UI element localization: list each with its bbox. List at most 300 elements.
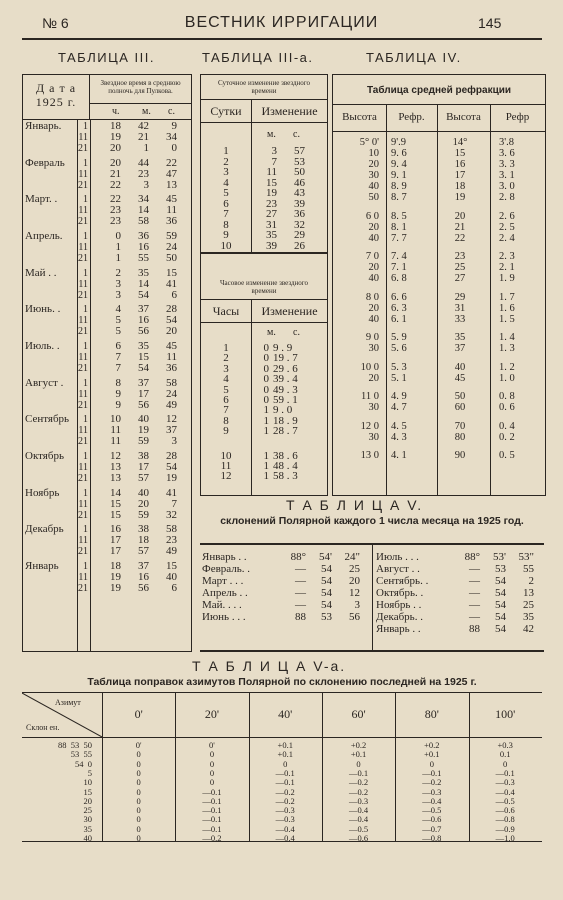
t3a-day-num: 8 xyxy=(223,218,229,231)
t5-deg: 88° xyxy=(464,551,480,563)
t3a-vrule1 xyxy=(251,122,252,252)
t3-day: 1 xyxy=(83,414,88,426)
t5a-cell: 0 xyxy=(209,777,215,788)
t3-month-label: Ноябрь xyxy=(25,487,60,499)
t3a-day-sec: 39 xyxy=(294,197,305,210)
t5a-cell: —0.7 xyxy=(422,823,442,834)
t4-altitude: 12 0 xyxy=(360,420,379,432)
t4-refraction: 9. 6 xyxy=(391,148,407,159)
t5-deg: 88° xyxy=(290,551,306,563)
t3-day: 21 xyxy=(78,253,88,265)
t3a-hour-sec: 29 . 6 xyxy=(273,362,298,375)
t4-refraction: 7. 7 xyxy=(391,232,407,244)
t3-hours: 4 xyxy=(115,303,121,316)
t5a-corner-top: Азимут xyxy=(55,698,81,707)
t3a-hour-min: 1 xyxy=(263,460,269,472)
issue-number: № 6 xyxy=(42,15,69,31)
t4-altitude2: 21 xyxy=(454,221,466,233)
t3-minutes: 57 xyxy=(138,471,149,484)
t3-date-label: Д а т а 1925 г. xyxy=(35,81,77,109)
t5a-cell: —0.2 xyxy=(202,833,222,843)
t4-refraction: 6. 1 xyxy=(391,313,407,325)
table3a xyxy=(200,74,328,496)
t4-refraction2: 1. 4 xyxy=(499,332,515,343)
t3a-day-sec: 43 xyxy=(294,187,305,199)
t3-month-label: Февраль xyxy=(25,157,65,169)
t3-hours: 19 xyxy=(110,570,121,583)
t3-minutes: 17 xyxy=(138,387,149,400)
t3-seconds: 12 xyxy=(166,413,177,426)
t5a-declination: 15 xyxy=(83,786,92,797)
t5a-declination: 10 xyxy=(83,777,92,788)
table5a-title: Т А Б Л И Ц А V-a. xyxy=(192,658,347,674)
t3-month-label: Июнь. . xyxy=(25,304,61,316)
t3a-day-num: 4 xyxy=(223,176,229,189)
t5a-cell: —0.2 xyxy=(348,777,369,788)
t4-refraction: 9. 1 xyxy=(391,170,407,181)
t3-minutes: 56 xyxy=(138,398,149,411)
t4-altitude2: 29 xyxy=(454,291,466,303)
t5a-cell: —0.1 xyxy=(202,814,222,825)
t5a-cell: 0 xyxy=(136,786,141,797)
t3a-hour-sec: 9 . 9 xyxy=(273,342,293,354)
journal-title: ВЕСТНИК ИРРИГАЦИИ xyxy=(184,14,379,31)
t3-seconds: 45 xyxy=(166,193,177,206)
t5a-cell: —0.3 xyxy=(348,795,369,806)
t4-refraction: 8. 1 xyxy=(391,221,407,233)
t3a-hour-num: 6 xyxy=(223,394,229,406)
t5-min: 54 xyxy=(495,587,506,599)
t3-seconds: 41 xyxy=(166,486,177,499)
t4-altitude: 11 0 xyxy=(361,391,379,402)
t3-seconds: 40 xyxy=(166,570,177,583)
t3-minutes: 35 xyxy=(138,339,149,352)
t3a-u2-s: с. xyxy=(293,327,300,338)
t3-minutes: 14 xyxy=(138,277,149,290)
t3-minutes: 34 xyxy=(138,193,149,206)
t3-day: 11 xyxy=(78,315,88,327)
t3-minutes: 37 xyxy=(138,376,149,389)
table5-caption: склонений Полярной каждого 1 числа месяца на 1925 год. xyxy=(220,515,524,527)
t3-hours: 1 xyxy=(115,252,121,265)
table4-title: ТАБЛИЦА IV. xyxy=(366,50,462,65)
t3-minutes: 16 xyxy=(138,241,149,253)
t3-date-header xyxy=(23,75,90,120)
t3-seconds: 15 xyxy=(166,559,177,572)
t3-seconds: 50 xyxy=(166,252,177,265)
t3a-day-sec: 32 xyxy=(294,218,305,231)
t3a-hour-num: 1 xyxy=(223,342,229,354)
t5a-cell: —0.6 xyxy=(348,833,369,843)
t3-day: 1 xyxy=(83,560,88,572)
t3a-h-hours: Часы xyxy=(201,300,252,322)
t5-sec: 3 xyxy=(354,599,360,611)
table3-title: ТАБЛИЦА III. xyxy=(58,50,155,65)
t5a-col-header: 100' xyxy=(495,707,516,721)
t5-sec: 42 xyxy=(523,623,534,635)
t5a-declination: 88 53 50 xyxy=(58,740,92,750)
t4-altitude: 8 0 xyxy=(365,291,379,303)
t3-minutes: 1 xyxy=(143,142,149,155)
t3a-day-num: 7 xyxy=(223,208,229,220)
t4-altitude: 13 0 xyxy=(360,450,379,461)
t5a-col-header: 40' xyxy=(278,707,293,721)
t4-refraction2: 3. 6 xyxy=(499,148,515,159)
t3-day: 21 xyxy=(78,509,88,521)
t3a-hour-num: 8 xyxy=(223,414,229,427)
t3-seconds: 15 xyxy=(166,266,177,279)
t3-hours: 7 xyxy=(115,350,121,363)
t3-hours: 0 xyxy=(115,229,121,242)
t3-day: 1 xyxy=(83,487,88,499)
t5a-declination: 30 xyxy=(83,814,92,825)
t3a-hour-min: 0 xyxy=(263,362,269,375)
t4-altitude2: 17 xyxy=(454,170,466,181)
t4-refraction: 8. 9 xyxy=(391,181,407,192)
t4-col-rule xyxy=(386,105,387,495)
t3-minutes: 40 xyxy=(138,413,149,426)
t5a-declination: 25 xyxy=(83,805,92,816)
t5a-cell: —0.1 xyxy=(275,767,295,778)
t4-altitude2: 70 xyxy=(454,420,466,432)
t5-min: 54 xyxy=(321,587,332,599)
t4-header-row xyxy=(333,105,545,131)
t3a-vrule2 xyxy=(251,322,252,495)
t3-month-label: Август . xyxy=(25,377,64,389)
t5-month: Март . . . xyxy=(202,575,244,587)
t3a-hour-min: 1 xyxy=(263,470,269,483)
t5a-cell: 0.1 xyxy=(499,749,511,760)
t3-month-label: Январь. xyxy=(25,121,62,132)
t5-month: Апрель . . xyxy=(202,587,248,599)
t3a-day-sec: 53 xyxy=(294,155,305,168)
t5a-cell: 0 xyxy=(209,758,215,769)
table5a-caption: Таблица поправок азимутов Полярной по склонению последней на 1925 г. xyxy=(87,676,477,688)
t5-sec: 25 xyxy=(523,599,534,611)
t3-hours: 17 xyxy=(110,545,121,558)
t3a-hour-num: 4 xyxy=(223,373,229,386)
t5a-cell: +0.1 xyxy=(424,749,440,760)
t3-hours: 18 xyxy=(110,559,121,572)
t3-seconds: 7 xyxy=(171,497,177,510)
t4-refraction: 8. 5 xyxy=(391,210,407,222)
t3-seconds: 6 xyxy=(171,581,177,594)
t3a-day-num: 5 xyxy=(223,187,229,199)
t4-refraction2: 1. 7 xyxy=(499,291,515,303)
t3-hours: 8 xyxy=(115,376,121,389)
t3-minutes: 57 xyxy=(138,545,149,558)
t3-minutes: 55 xyxy=(138,252,149,265)
t3a-caption2: Часовое изменение звездного времени xyxy=(220,279,308,295)
t3-hours: 22 xyxy=(110,193,121,206)
t5a-cell: —0.4 xyxy=(348,814,369,825)
t3a-day-sec: 46 xyxy=(294,176,305,189)
t3a-hour-sec: 28 . 7 xyxy=(273,425,298,438)
t3-minutes: 42 xyxy=(138,120,149,132)
t3-hours: 16 xyxy=(110,523,121,536)
t3-hours: 11 xyxy=(110,424,121,437)
t4-header-cell: Высота xyxy=(446,111,481,123)
t3-day: 21 xyxy=(78,399,88,411)
t3a-hour-num: 7 xyxy=(223,404,229,417)
t3a-hour-sec: 58 . 3 xyxy=(273,470,298,483)
t5-min: 54 xyxy=(495,611,506,623)
t3-month-label: Март. . xyxy=(25,194,58,206)
t5a-cell: —0.3 xyxy=(275,805,295,816)
t4-refraction2: 1. 6 xyxy=(499,302,515,314)
t3a-day-num: 1 xyxy=(223,145,229,157)
t3-seconds: 45 xyxy=(166,339,177,352)
t5-bottom-rule xyxy=(200,650,544,652)
t3-seconds: 36 xyxy=(166,362,177,374)
t4-altitude2: 45 xyxy=(454,372,466,384)
t4-refraction: 5. 1 xyxy=(391,372,407,384)
t4-altitude: 20 xyxy=(368,262,379,273)
t3-seconds: 11 xyxy=(166,204,177,217)
t4-refraction2: 2. 8 xyxy=(499,192,515,203)
t5-sec: 56 xyxy=(349,611,360,623)
t3-minutes: 40 xyxy=(138,486,149,499)
t4-refraction: 5. 3 xyxy=(391,361,407,373)
t4-refraction: 4. 5 xyxy=(391,420,407,432)
t3-minutes: 35 xyxy=(138,266,149,279)
t5a-col-header: 0' xyxy=(134,707,143,721)
t4-refraction2: 2. 1 xyxy=(499,262,515,273)
t3-hours: 11 xyxy=(110,435,121,448)
t3-seconds: 24 xyxy=(166,241,177,253)
t4-altitude2: 22 xyxy=(454,232,466,244)
t3a-hour-sec: 59 . 1 xyxy=(273,394,298,406)
t5-month: Август . . xyxy=(376,563,420,575)
t4-altitude: 9 0 xyxy=(365,332,379,343)
t3-month-label: Сентябрь xyxy=(25,414,70,426)
t4-altitude2: 37 xyxy=(454,343,466,354)
t5a-cell: —0.4 xyxy=(422,795,442,806)
t3-month-label: Январь xyxy=(25,560,59,572)
t5a-cell: —0.1 xyxy=(422,767,442,778)
t5a-cell: —1.0 xyxy=(495,833,515,843)
t4-altitude: 6 0 xyxy=(365,210,379,222)
t3-day: 21 xyxy=(78,216,88,228)
t3-day: 21 xyxy=(78,289,88,301)
t3-seconds: 24 xyxy=(166,387,177,400)
t4-altitude2: 35 xyxy=(454,332,466,343)
t3-month-label: Апрель. xyxy=(25,230,63,242)
t3-day: 11 xyxy=(78,571,88,583)
t3-minutes: 54 xyxy=(138,362,149,374)
t4-refraction2: 1. 2 xyxy=(499,361,515,373)
t5-min: 54 xyxy=(321,575,332,587)
t5a-corner-bottom: Склон ен. xyxy=(26,723,60,732)
t4-altitude2: 14° xyxy=(452,137,468,148)
t4-altitude: 10 0 xyxy=(360,361,379,373)
t3-day: 1 xyxy=(83,230,88,242)
t5a-cell: 0 xyxy=(136,814,141,825)
t3a-hour-min: 0 xyxy=(263,352,269,365)
t3a-u2-m: м. xyxy=(267,327,276,338)
t3-day: 11 xyxy=(78,205,88,217)
t3-seconds: 20 xyxy=(166,325,177,338)
t5a-declination: 5 xyxy=(87,767,92,778)
t3-day: 21 xyxy=(78,436,88,448)
t5a-cell: —0.8 xyxy=(495,814,515,825)
t3-month-label: Октябрь xyxy=(25,450,64,462)
t3a-rule2 xyxy=(201,122,327,123)
t3-hours: 1 xyxy=(115,241,121,253)
t3a-hour-sec: 18 . 9 xyxy=(273,414,298,427)
t4-altitude: 5° 0' xyxy=(359,137,379,148)
t4-altitude: 40 xyxy=(368,273,379,284)
t3-day: 11 xyxy=(78,388,88,400)
t5-deg: — xyxy=(469,599,480,611)
t3-day: 21 xyxy=(78,546,88,558)
t3-day: 21 xyxy=(78,179,88,191)
t5a-cell: +0.3 xyxy=(497,740,513,750)
t3-month-label: Июль. . xyxy=(25,340,60,352)
t4-refraction: 9. 4 xyxy=(391,159,407,170)
t4-altitude: 20 xyxy=(368,302,379,314)
t5-sec: 55 xyxy=(523,563,534,575)
t3-seconds: 9 xyxy=(171,120,177,132)
t3-day: 1 xyxy=(83,157,88,169)
t3a-day-min: 27 xyxy=(266,208,277,220)
t5a-cell: —0.8 xyxy=(422,833,442,843)
t4-altitude2: 15 xyxy=(454,148,466,159)
t3-day: 11 xyxy=(78,168,88,180)
t5-min: 53 xyxy=(495,563,506,575)
t4-refraction: 6. 3 xyxy=(391,302,407,314)
t5-deg: — xyxy=(295,563,306,575)
t4-refraction: 6. 6 xyxy=(391,291,407,303)
t3-seconds: 49 xyxy=(166,545,177,558)
t3a-day-min: 31 xyxy=(266,218,277,231)
t5a-cell: —0.4 xyxy=(275,833,295,843)
t4-altitude: 40 xyxy=(368,232,379,244)
t5a-cell: —0.2 xyxy=(348,786,369,797)
t4-altitude: 40 xyxy=(368,181,379,192)
t5-min: 54 xyxy=(321,563,332,575)
t4-altitude: 30 xyxy=(368,170,379,181)
t3-minutes: 3 xyxy=(143,178,149,191)
t5a-cell: —0.1 xyxy=(348,767,369,778)
t3-minutes: 16 xyxy=(138,570,149,583)
t3-seconds: 58 xyxy=(166,523,177,536)
t5-min: 54 xyxy=(321,599,332,611)
t3a-hour-num: 10 xyxy=(220,449,232,462)
t5a-col-header: 60' xyxy=(351,707,366,721)
t3a-day-num: 2 xyxy=(223,155,229,168)
table3 xyxy=(22,74,192,652)
t3-minutes: 18 xyxy=(138,534,149,547)
t3a-day-num: 10 xyxy=(220,239,232,252)
t3a-hour-num: 9 xyxy=(223,425,229,438)
t4-refraction2: 1. 5 xyxy=(499,313,515,325)
t4-rule2 xyxy=(333,131,545,132)
t5a-cell: 0' xyxy=(135,740,142,750)
t3-units xyxy=(90,104,191,120)
t5a-cell: —0.9 xyxy=(495,823,515,834)
t4-refraction2: 2. 4 xyxy=(499,232,515,244)
t3a-hour-sec: 48 . 4 xyxy=(273,460,298,472)
t4-altitude: 20 xyxy=(368,159,379,170)
t4-altitude: 20 xyxy=(368,221,379,233)
t5-min: 54 xyxy=(495,575,506,587)
t3-day: 11 xyxy=(78,461,88,473)
t3-unit-s: с. xyxy=(168,106,175,117)
t4-refraction2: 0. 4 xyxy=(499,420,515,432)
t5-month: Октябрь. . xyxy=(376,587,424,599)
t3a-day-min: 35 xyxy=(266,229,277,241)
t3-hours: 3 xyxy=(115,288,121,301)
t3-day: 1 xyxy=(83,340,88,352)
t3a-hour-min: 0 xyxy=(263,373,269,386)
t3a-day-num: 6 xyxy=(223,197,229,210)
t3a-day-sec: 50 xyxy=(294,166,305,178)
t4-altitude: 30 xyxy=(368,431,379,443)
t4-refraction: 7. 4 xyxy=(391,251,407,262)
t4-refraction2: 2. 3 xyxy=(499,251,515,262)
t4-altitude2: 90 xyxy=(454,450,466,461)
t3-day: 11 xyxy=(78,132,88,144)
t5-month: Февраль. . xyxy=(202,563,251,575)
t3-hours: 23 xyxy=(110,215,121,228)
t3a-day-min: 3 xyxy=(271,145,277,157)
t5a-cell: 0 xyxy=(136,823,141,834)
t4-altitude2: 31 xyxy=(454,302,466,314)
t3-day: 11 xyxy=(78,425,88,437)
t3a-day-min: 11 xyxy=(266,166,277,178)
t3-day: 11 xyxy=(78,351,88,363)
t3a-day-sec: 36 xyxy=(294,208,305,220)
t5-deg: 88 xyxy=(469,623,480,635)
t5a-cell: 0 xyxy=(429,758,434,769)
t4-refraction2: 0. 6 xyxy=(499,402,515,413)
t5a-cell: —0.3 xyxy=(495,777,515,788)
t5a-cell: —0.1 xyxy=(202,823,222,834)
t4-refraction2: 1. 9 xyxy=(499,273,515,284)
t3a-hour-min: 0 xyxy=(263,383,269,396)
t3a-hour-min: 1 xyxy=(263,425,269,438)
t3-hours: 13 xyxy=(110,471,121,484)
t3-seconds: 34 xyxy=(166,131,177,144)
t3-day: 21 xyxy=(78,363,88,374)
t3-day: 1 xyxy=(83,377,88,389)
t5a-cell: 0 xyxy=(356,758,361,769)
t4-col-rule xyxy=(490,105,491,495)
t3a-day-sec: 26 xyxy=(294,239,305,252)
t3-hours: 18 xyxy=(110,120,121,132)
t3-hours: 12 xyxy=(110,449,121,462)
t4-refraction: 5. 9 xyxy=(391,332,407,343)
t3-minutes: 23 xyxy=(138,167,149,180)
t4-altitude: 30 xyxy=(368,402,379,413)
t3a-rule3 xyxy=(201,252,327,254)
t3a-hour-min: 1 xyxy=(263,404,269,417)
t4-altitude: 20 xyxy=(368,372,379,384)
t3a-day-min: 15 xyxy=(266,176,277,189)
t5a-cell: —0.2 xyxy=(275,795,295,806)
t5-month: Май. . . . xyxy=(202,599,242,611)
t3-minutes: 36 xyxy=(138,229,149,242)
t3-seconds: 49 xyxy=(166,398,177,411)
t3-seconds: 37 xyxy=(166,424,177,437)
t3-day: 11 xyxy=(78,498,88,510)
t5-deg: — xyxy=(469,563,480,575)
t3-hours: 21 xyxy=(110,167,121,180)
t5a-cell: 0' xyxy=(209,740,215,750)
t3-minutes: 38 xyxy=(138,449,149,462)
t5a-cell: —0.6 xyxy=(422,814,442,825)
